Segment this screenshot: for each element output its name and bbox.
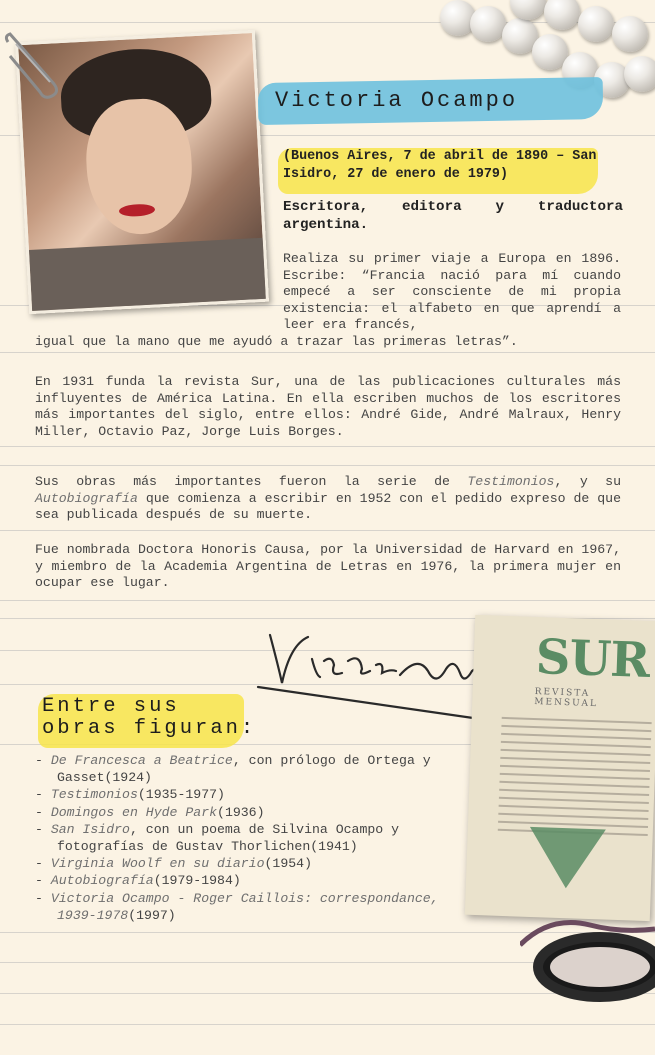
list-item: - San Isidro, con un poema de Silvina Ocampo y fotografías de Gustav Thorlichen(1941) [35, 821, 475, 855]
works-heading: Entre sus obras figuran: [42, 695, 257, 740]
list-item: - Virginia Woolf en su diario(1954) [35, 855, 475, 872]
works-list [35, 752, 475, 924]
magazine-title: SUR [534, 629, 651, 689]
magazine-subtitle: REVISTA MENSUAL [534, 686, 599, 710]
list-item: - Autobiografía(1979-1984) [35, 872, 475, 889]
paragraph-first-trip: Realiza su primer viaje a Europa en 1896. Escribe: “Francia nació para mí cuando empecé a ser consciente de mi propia existencia: el alfabeto en que aprendí a leer era francés, [283, 251, 621, 332]
list-item: - Testimonios(1935-1977) [35, 786, 475, 803]
ruled-line [0, 352, 655, 353]
signature [250, 625, 500, 725]
ruled-line [0, 446, 655, 447]
life-dates: (Buenos Aires, 7 de abril de 1890 – San Isidro, 27 de enero de 1979) [283, 149, 597, 182]
ruled-line [0, 600, 655, 601]
eyeglasses [520, 905, 655, 1005]
ruled-line [0, 1024, 655, 1025]
sur-magazine-cover [465, 615, 655, 921]
page-title: Victoria Ocampo [275, 88, 519, 113]
ruled-line [0, 530, 655, 531]
list-item: - Domingos en Hyde Park(1936) [35, 804, 475, 821]
paragraph-sur-magazine: En 1931 funda la revista Sur, una de las publicaciones culturales más influyentes de América Latina. En ella escriben muchos de los escritores más importantes del siglo, entre ellos: André Gide, André Malraux, Henry Miller, Octavio Paz, Jorge Luis Borges. [35, 374, 621, 439]
list-item: - De Francesca a Beatrice, con prólogo de Ortega y Gasset(1924) [35, 752, 475, 786]
paragraph-first-trip-end: igual que la mano que me ayudó a trazar las primeras letras”. [35, 334, 518, 349]
ruled-line [0, 465, 655, 466]
paragraph-main-works: Sus obras más importantes fueron la serie de Testimonios, y su Autobiografía que comienza a escribir en 1952 con el pedido expreso de que sea publicada después de su muerte. [35, 474, 622, 522]
list-item: - Victoria Ocampo - Roger Caillois: correspondance, 1939-1978(1997) [35, 890, 475, 924]
role-description: Escritora, editora y traductora argentina. [283, 199, 623, 233]
paperclip-icon [0, 30, 62, 100]
paragraph-honors: Fue nombrada Doctora Honoris Causa, por la Universidad de Harvard en 1967, y miembro de la Academia Argentina de Letras en 1976, la primera mujer en ocupar ese lugar. [35, 542, 621, 590]
